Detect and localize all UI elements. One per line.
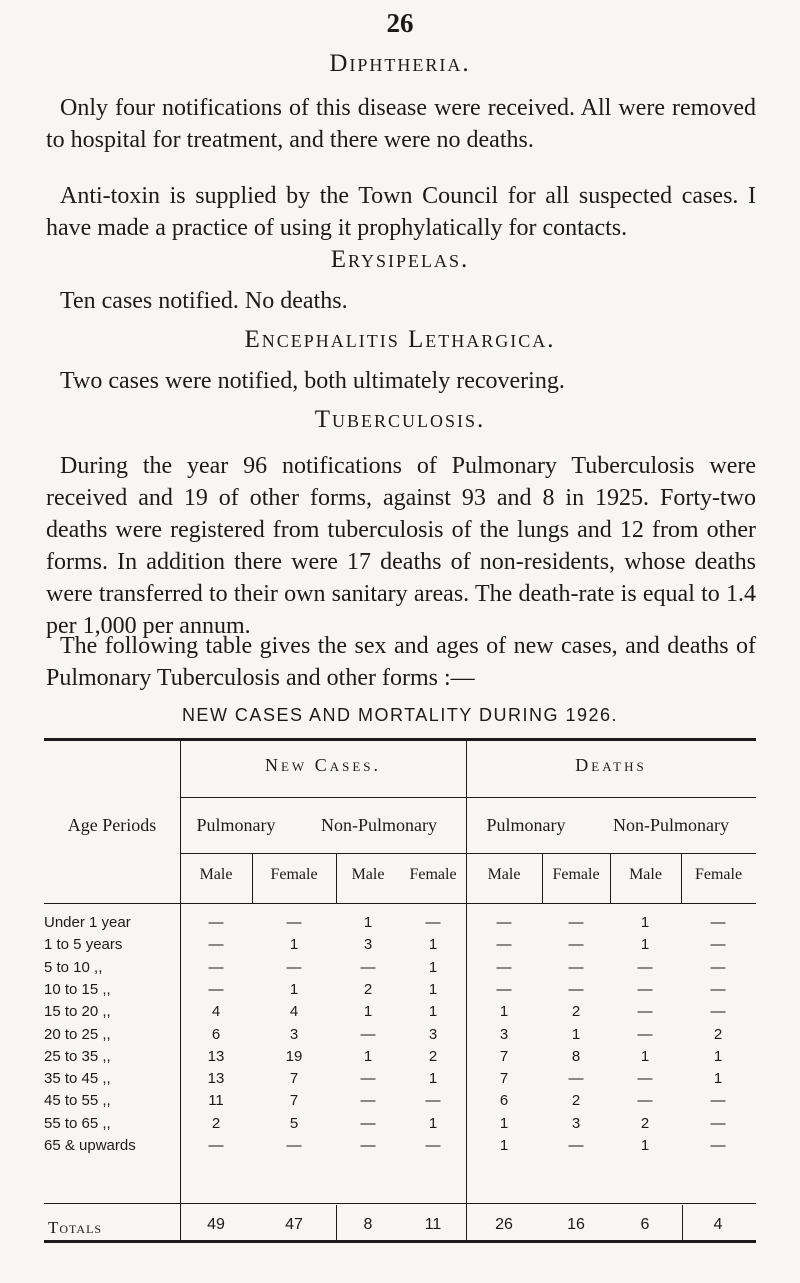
table-cell: — xyxy=(568,958,584,976)
rule-under-groups xyxy=(180,797,756,798)
table-cell: 1 xyxy=(499,1114,509,1132)
row-label: 55 to 65 ,, xyxy=(44,1114,111,1132)
new-pulmonary-header: Pulmonary xyxy=(196,815,276,835)
table-bottom-rule xyxy=(44,1240,756,1243)
table-top-rule xyxy=(44,738,756,741)
row-label: 5 to 10 ,, xyxy=(44,958,103,976)
table-cell: 1 xyxy=(499,1137,509,1154)
table-cell: 3 xyxy=(428,1025,438,1043)
table-cell: — xyxy=(637,980,653,998)
table-cell: 6 xyxy=(211,1025,221,1043)
table-cell: — xyxy=(496,980,512,998)
col-header-male: Male xyxy=(351,866,385,883)
table-cell: — xyxy=(286,1137,302,1154)
col-header-female: Female xyxy=(409,866,457,883)
row-label: 25 to 35 ,, xyxy=(44,1047,111,1065)
table-cell: — xyxy=(208,958,224,976)
table-cell: 2 xyxy=(571,1092,581,1110)
table-cell: 3 xyxy=(571,1114,581,1132)
totals-label: Totals xyxy=(48,1218,103,1237)
table-cell: 2 xyxy=(640,1114,650,1132)
table-cell: 1 xyxy=(640,914,650,931)
col-header-male: Male xyxy=(629,866,662,883)
deaths-pulmonary-header: Pulmonary xyxy=(486,815,566,835)
table-cell: — xyxy=(710,1003,726,1021)
rule-above-totals xyxy=(44,1203,756,1204)
tuberculosis-paragraph-1: During the year 96 notifications of Pulmonary Tuberculosis were received and 19 of other forms, against 93 and 8 in 1925. Forty-two deaths were registered from tuberculosis of the lungs and 12 from other forms. In addition there were 17 deaths of non-residents, whose deaths were transferred to their own sanitary areas. The death-rate is equal to 1.4 per 1,000 per annum. xyxy=(46,453,756,639)
table-cell: — xyxy=(360,1025,376,1043)
table-cell: 13 xyxy=(207,1070,225,1088)
rule-under-subgroups xyxy=(180,853,756,854)
heading-erysipelas: Erysipelas. xyxy=(330,246,470,273)
table-cell: 4 xyxy=(211,1003,221,1021)
diphtheria-paragraph-2: Anti-toxin is supplied by the Town Council for all suspected cases. I have made a practice of using it prophylatically for contacts. xyxy=(46,183,756,241)
row-label: 10 to 15 ,, xyxy=(44,980,111,998)
table-cell: 7 xyxy=(499,1047,509,1065)
diphtheria-paragraph-1: Only four notifications of this disease were received. All were removed to hospital for treatment, and there were no deaths. xyxy=(46,95,756,153)
table-cell: 1 xyxy=(428,1114,438,1132)
table-cell: — xyxy=(208,980,224,998)
table-cell: — xyxy=(208,1137,224,1154)
table-cell: — xyxy=(710,914,726,931)
erysipelas-paragraph: Ten cases notified. No deaths. xyxy=(60,288,348,314)
table-cell: 6 xyxy=(499,1092,509,1110)
deaths-non-pulmonary-header: Non-Pulmonary xyxy=(613,815,729,835)
table-cell: 2 xyxy=(571,1003,581,1021)
table-caption: NEW CASES AND MORTALITY DURING 1926. xyxy=(181,705,619,725)
table-cell: 1 xyxy=(428,936,438,954)
row-label: Under 1 year xyxy=(44,914,131,931)
table-cell: 1 xyxy=(363,914,373,931)
table-cell: 1 xyxy=(713,1047,723,1065)
table-cell: 1 xyxy=(499,1003,509,1021)
table-cell: 1 xyxy=(571,1025,581,1043)
table-cell: 1 xyxy=(363,1003,373,1021)
vline-total-2 xyxy=(336,1205,337,1240)
row-label: 35 to 45 ,, xyxy=(44,1070,111,1088)
table-cell: 1 xyxy=(640,1137,650,1154)
table-cell: 2 xyxy=(363,980,373,998)
table-cell: — xyxy=(637,1025,653,1043)
table-cell: — xyxy=(710,958,726,976)
col-header-female: Female xyxy=(694,866,743,883)
table-cell: 1 xyxy=(713,1070,723,1088)
table-cell: — xyxy=(208,936,224,954)
table-cell: — xyxy=(710,980,726,998)
table-cell: — xyxy=(710,1137,726,1154)
col-header-male: Male xyxy=(487,866,521,883)
table-cell: 13 xyxy=(207,1047,225,1065)
table-cell: — xyxy=(286,958,302,976)
row-label: 1 to 5 years xyxy=(44,936,123,954)
row-label: 15 to 20 ,, xyxy=(44,1003,111,1021)
table-cell: 19 xyxy=(285,1047,303,1065)
table-cell: 1 xyxy=(428,958,438,976)
table-cell: — xyxy=(637,958,653,976)
table-cell: — xyxy=(637,1003,653,1021)
table-cell: — xyxy=(360,1137,376,1154)
table-cell: — xyxy=(425,1092,441,1110)
table-cell: — xyxy=(425,1137,441,1154)
table-cell: — xyxy=(360,1070,376,1088)
table-cell: 3 xyxy=(289,1025,299,1043)
table-cell: — xyxy=(568,936,584,954)
table-cell: 7 xyxy=(499,1070,509,1088)
deaths-header: Deaths xyxy=(575,755,647,775)
table-cell: — xyxy=(360,958,376,976)
table-cell: 7 xyxy=(289,1092,299,1110)
table-cell: 5 xyxy=(289,1114,299,1132)
table-cell: 1 xyxy=(363,1047,373,1065)
heading-diphtheria: Diphtheria. xyxy=(329,50,471,77)
table-cell: — xyxy=(710,1114,726,1132)
age-periods-header: Age Periods xyxy=(67,815,157,835)
new-cases-header: New Cases. xyxy=(264,755,381,775)
table-cell: — xyxy=(286,914,302,931)
rule-under-header xyxy=(44,903,756,904)
table-cell: 4 xyxy=(289,1003,299,1021)
table-cell: — xyxy=(637,1092,653,1110)
encephalitis-paragraph: Two cases were notified, both ultimately recovering. xyxy=(60,368,565,394)
new-non-pulmonary-header: Non-Pulmonary xyxy=(321,815,437,835)
table-cell: — xyxy=(568,1137,584,1154)
table-cell: — xyxy=(568,1070,584,1088)
table-cell: 1 xyxy=(289,980,299,998)
total-cell: 16 xyxy=(567,1216,585,1233)
page-number: 26 xyxy=(386,8,414,38)
heading-encephalitis: Encephalitis Lethargica. xyxy=(244,326,556,353)
table-cell: — xyxy=(568,914,584,931)
table-cell: — xyxy=(360,1092,376,1110)
table-cell: 1 xyxy=(289,936,299,954)
col-header-male: Male xyxy=(199,866,233,883)
table-cell: — xyxy=(568,980,584,998)
table-cell: 1 xyxy=(428,1070,438,1088)
row-label: 45 to 55 ,, xyxy=(44,1092,111,1110)
table-cell: — xyxy=(360,1114,376,1132)
table-cell: 3 xyxy=(363,936,373,954)
heading-tuberculosis: Tuberculosis. xyxy=(314,406,486,433)
table-cell: 11 xyxy=(208,1092,224,1110)
table-cell: — xyxy=(496,958,512,976)
table-cell: 1 xyxy=(428,980,438,998)
table-cell: — xyxy=(710,1092,726,1110)
total-cell: 47 xyxy=(285,1216,303,1233)
table-cell: — xyxy=(425,914,441,931)
col-header-female: Female xyxy=(552,866,600,883)
table-cell: — xyxy=(496,914,512,931)
table-cell: 1 xyxy=(428,1003,438,1021)
total-cell: 49 xyxy=(207,1216,225,1233)
table-cell: 1 xyxy=(640,1047,650,1065)
total-cell: 8 xyxy=(363,1216,373,1233)
tuberculosis-paragraph-2: The following table gives the sex and ages of new cases, and deaths of Pulmonary Tuberculosis and other forms :— xyxy=(46,633,756,691)
total-cell: 26 xyxy=(495,1216,513,1233)
total-cell: 6 xyxy=(640,1216,650,1233)
table-cell: — xyxy=(637,1070,653,1088)
col-header-female: Female xyxy=(270,866,318,883)
table-cell: 2 xyxy=(211,1114,221,1132)
row-label: 20 to 25 ,, xyxy=(44,1025,111,1043)
total-cell: 4 xyxy=(713,1216,723,1233)
total-cell: 11 xyxy=(424,1216,442,1233)
table-cell: 8 xyxy=(571,1047,581,1065)
table-cell: 2 xyxy=(428,1047,438,1065)
table-cell: — xyxy=(710,936,726,954)
table-cell: 2 xyxy=(713,1025,723,1043)
table-cell: — xyxy=(496,936,512,954)
table-cell: — xyxy=(208,914,224,931)
row-label: 65 & upwards xyxy=(44,1137,136,1154)
table-cell: 3 xyxy=(499,1025,509,1043)
table-cell: 1 xyxy=(640,936,650,954)
vline-total-6 xyxy=(682,1205,683,1240)
table-cell: 7 xyxy=(289,1070,299,1088)
